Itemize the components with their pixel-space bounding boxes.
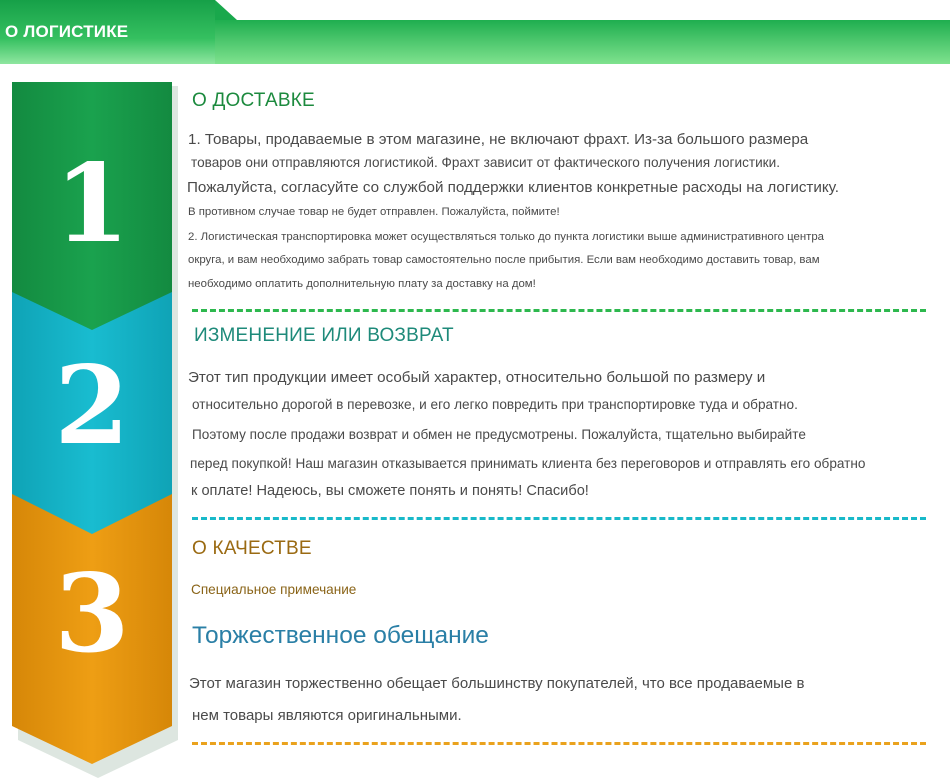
page-title: О ЛОГИСТИКЕ xyxy=(5,22,129,41)
promise-title: Торжественное обещание xyxy=(192,622,489,649)
returns-line-5: к оплате! Надеюсь, вы сможете понять и понять! Спасибо! xyxy=(191,483,589,499)
delivery-line-6: округа, и вам необходимо забрать товар самостоятельно после прибытия. Если вам необходимо доставить товар, вам xyxy=(188,254,820,266)
delivery-line-4: В противном случае товар не будет отправлен. Пожалуйста, поймите! xyxy=(188,206,560,218)
delivery-line-5: 2. Логистическая транспортировка может осуществляться только до пункта логистики выше административного центра xyxy=(188,231,825,243)
returns-line-2: относительно дорогой в перевозке, и его легко повредить при транспортировке туда и обратно. xyxy=(192,397,798,412)
step-number-1: 1 xyxy=(54,141,130,267)
delivery-line-7: необходимо оплатить дополнительную плату за доставку на дом! xyxy=(188,278,536,290)
divider-quality xyxy=(192,742,926,745)
returns-line-1: Этот тип продукции имеет особый характер, относительно большой по размеру и xyxy=(188,369,766,386)
content-area xyxy=(186,0,931,778)
step-number-2: 2 xyxy=(54,343,130,469)
divider-delivery xyxy=(192,309,926,312)
section-title-quality: О КАЧЕСТВЕ xyxy=(192,538,312,559)
returns-line-3: Поэтому после продажи возврат и обмен не предусмотрены. Пожалуйста, тщательно выбирайте xyxy=(192,427,806,442)
quality-line-2: нем товары являются оригинальными. xyxy=(192,707,462,724)
section-title-delivery: О ДОСТАВКЕ xyxy=(192,90,315,111)
section-title-returns: ИЗМЕНЕНИЕ ИЛИ ВОЗВРАТ xyxy=(194,325,454,346)
delivery-line-1: 1. Товары, продаваемые в этом магазине, не включают фрахт. Из-за большого размера xyxy=(188,131,809,148)
returns-line-4: перед покупкой! Наш магазин отказывается принимать клиента без переговоров и отправлять его обратно xyxy=(190,456,866,471)
special-note: Специальное примечание xyxy=(191,582,357,597)
step-number-3: 3 xyxy=(54,551,130,677)
delivery-line-2: товаров они отправляются логистикой. Фрахт зависит от фактического получения логистики. xyxy=(191,155,781,170)
quality-line-1: Этот магазин торжественно обещает большинству покупателей, что все продаваемые в xyxy=(189,675,805,692)
delivery-line-3: Пожалуйста, согласуйте со службой поддержки клиентов конкретные расходы на логистику. xyxy=(187,179,839,196)
divider-returns xyxy=(192,517,926,520)
